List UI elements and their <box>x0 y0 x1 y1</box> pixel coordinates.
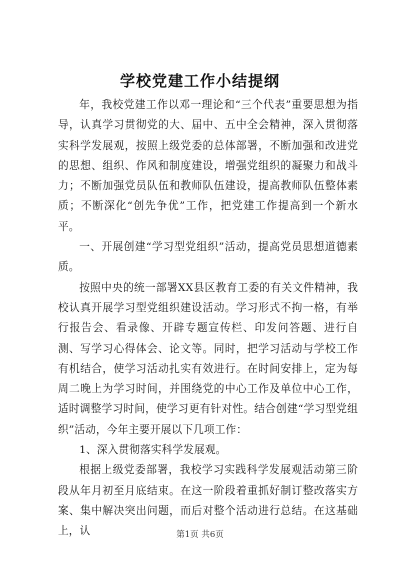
paragraph-section-1: 按照中央的统一部署XX县区教育工委的有关文件精神，我校认真开展学习型党组织建设活动。学习形式不拘一格，有举行报告会、看录像、开辟专题宣传栏、印发问答题、进行自测、写学习心得体会、论文等。同时，把学习活动与学校工作有机结合，使学习活动扎实有效进行。在时间安排上，定为每周二晚上为学习时间，并围绕党的中心工作及单位中心工作，适时调整学习时间，使学习更有针对性。结合创建“学习型党组织”活动，今年主要开展以下几项工作： <box>58 281 358 436</box>
subheading-1-1: 1、深入贯彻落实科学发展观。 <box>79 444 227 457</box>
page-number-footer: 第1页 共6页 <box>176 530 224 540</box>
section-heading-1: 一、开展创建“学习型党组织”活动，提高党员思想道德素质。 <box>58 241 358 274</box>
paragraph-intro: 年，我校党建工作以邓一理论和“三个代表”重要思想为指导，认真学习贯彻党的大、届中、五中全会精神，深入贯彻落实科学发展观，按照上级党委的总体部署，不断加强和改进党的思想、组织、作风和制度建设，增强党组织的凝聚力和战斗力；不断加强党员队伍和教师队伍建设，提高教师队伍整体素质；不断深化“创先争优”工作，把党建工作提高到一个新水平。 <box>58 99 358 233</box>
paragraph-subsection-1-1: 根据上级党委部署，我校学习实践科学发展观活动第三阶段从年月初至月底结束。在这一阶段着重抓好制订整改落实方案、集中解决突出问题，而后对整个活动进行总结。在这基础上，认 <box>58 464 358 538</box>
document-body <box>58 95 358 542</box>
document-title: 学校党建工作小结提纲 <box>119 72 280 90</box>
